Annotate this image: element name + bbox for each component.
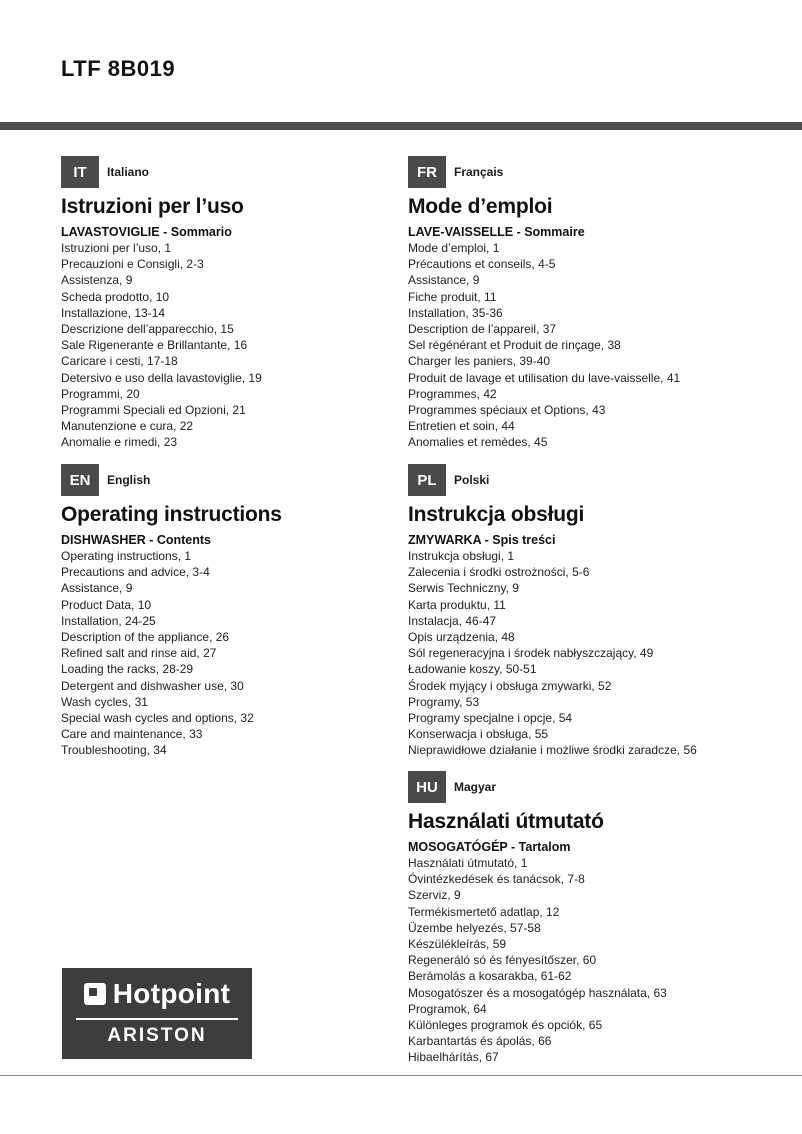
language-header — [61, 464, 431, 496]
language-code-badge: IT — [61, 156, 99, 188]
toc-item: Manutenzione e cura, 22 — [61, 419, 194, 434]
toc-item: Óvintézkedések és tanácsok, 7-8 — [408, 872, 585, 887]
toc-item: Nieprawidłowe działanie i możliwe środki zaradcze, 56 — [408, 743, 697, 758]
toc-item: Fiche produit, 11 — [408, 289, 497, 304]
toc-item: Caricare i cesti, 17-18 — [61, 354, 178, 369]
toc-item: Refined salt and rinse aid, 27 — [61, 646, 217, 661]
toc-item: Zalecenia i środki ostrożności, 5-6 — [408, 565, 590, 580]
toc-item: Opis urządzenia, 48 — [408, 630, 515, 645]
hotpoint-ariston-logo — [62, 968, 252, 1059]
section-subtitle: MOSOGATÓGÉP - Tartalom — [408, 840, 571, 854]
toc-item: Detergent and dishwasher use, 30 — [61, 678, 244, 693]
toc-item: Mode d’emploi, 1 — [408, 241, 500, 255]
toc-item: Hibaelhárítás, 67 — [408, 1050, 499, 1065]
table-of-contents — [408, 855, 788, 1066]
toc-item: Detersivo e uso della lavastoviglie, 19 — [61, 370, 262, 385]
toc-item: Karta produktu, 11 — [408, 597, 506, 612]
table-of-contents — [61, 240, 431, 451]
toc-item: Serwis Techniczny, 9 — [408, 581, 519, 596]
section-title: Mode d’emploi — [408, 195, 553, 218]
toc-item: Anomalies et remèdes, 45 — [408, 435, 548, 450]
table-of-contents — [408, 548, 788, 759]
toc-item: Description of the appliance, 26 — [61, 630, 230, 645]
footer-divider — [0, 1075, 802, 1076]
logo-square-icon — [84, 983, 106, 1005]
toc-item: Środek myjący i obsługa zmywarki, 52 — [408, 678, 612, 693]
toc-item: Care and maintenance, 33 — [61, 727, 203, 742]
toc-item: Programy, 53 — [408, 694, 480, 709]
section-title: Istruzioni per l’uso — [61, 195, 244, 218]
language-code-badge: PL — [408, 464, 446, 496]
section-english — [61, 464, 431, 759]
toc-item: Használati útmutató, 1 — [408, 856, 528, 870]
table-of-contents — [408, 240, 788, 451]
logo-sub-text: ARISTON — [107, 1025, 207, 1046]
language-header — [408, 771, 788, 803]
language-name: Français — [454, 165, 504, 179]
header-divider — [0, 122, 802, 130]
toc-item: Különleges programok és opciók, 65 — [408, 1018, 603, 1033]
toc-item: Programok, 64 — [408, 1001, 487, 1016]
toc-item: Ładowanie koszy, 50-51 — [408, 662, 537, 677]
toc-item: Sale Rigenerante e Brillantante, 16 — [61, 338, 248, 353]
toc-item: Szerviz, 9 — [408, 888, 461, 903]
section-title: Instrukcja obsługi — [408, 503, 585, 526]
toc-item: Troubleshooting, 34 — [61, 743, 167, 758]
toc-item: Programy specjalne i opcje, 54 — [408, 711, 573, 726]
section-subtitle: DISHWASHER - Contents — [61, 533, 211, 547]
toc-item: Berámolás a kosarakba, 61-62 — [408, 969, 572, 984]
language-name: Italiano — [107, 165, 150, 179]
toc-item: Programmi, 20 — [61, 386, 140, 401]
language-header — [61, 156, 431, 188]
toc-item: Installazione, 13-14 — [61, 305, 166, 320]
language-code-badge: EN — [61, 464, 99, 496]
section-hungarian — [408, 771, 788, 1066]
toc-item: Istruzioni per l’uso, 1 — [61, 241, 172, 255]
toc-item: Produit de lavage et utilisation du lave-vaisselle, 41 — [408, 370, 681, 385]
language-name: English — [107, 473, 151, 487]
toc-item: Precautions and advice, 3-4 — [61, 565, 210, 580]
toc-item: Mosogatószer és a mosogatógép használata, 63 — [408, 985, 667, 1000]
language-code-badge: HU — [408, 771, 446, 803]
toc-item: Sól regeneracyjna i środek nabłyszczający, 49 — [408, 646, 654, 661]
section-subtitle: LAVASTOVIGLIE - Sommario — [61, 225, 232, 239]
section-polish — [408, 464, 788, 759]
toc-item: Programmes spéciaux et Options, 43 — [408, 403, 606, 418]
toc-item: Instalacja, 46-47 — [408, 613, 497, 628]
toc-item: Installation, 35-36 — [408, 305, 503, 320]
toc-item: Scheda prodotto, 10 — [61, 289, 170, 304]
toc-item: Special wash cycles and options, 32 — [61, 711, 254, 726]
toc-item: Anomalie e rimedi, 23 — [61, 435, 178, 450]
toc-item: Wash cycles, 31 — [61, 694, 148, 709]
toc-item: Loading the racks, 28-29 — [61, 662, 194, 677]
section-subtitle: LAVE-VAISSELLE - Sommaire — [408, 225, 585, 239]
toc-item: Charger les paniers, 39-40 — [408, 354, 551, 369]
section-title: Operating instructions — [61, 503, 282, 526]
toc-item: Assistance, 9 — [408, 273, 480, 288]
toc-item: Assistance, 9 — [61, 581, 133, 596]
model-title: LTF 8B019 — [61, 56, 176, 81]
toc-item: Description de l’appareil, 37 — [408, 322, 557, 337]
toc-item: Product Data, 10 — [61, 597, 152, 612]
toc-item: Programmi Speciali ed Opzioni, 21 — [61, 403, 246, 418]
toc-item: Üzembe helyezés, 57-58 — [408, 920, 541, 935]
toc-item: Készülékleírás, 59 — [408, 937, 507, 952]
logo-brand-row — [62, 976, 252, 1012]
toc-item: Installation, 24-25 — [61, 613, 156, 628]
table-of-contents — [61, 548, 431, 759]
section-italian — [61, 156, 431, 451]
toc-item: Entretien et soin, 44 — [408, 419, 515, 434]
toc-item: Termékismertető adatlap, 12 — [408, 904, 560, 919]
toc-item: Descrizione dell’apparecchio, 15 — [61, 322, 234, 337]
toc-item: Konserwacja i obsługa, 55 — [408, 727, 549, 742]
section-french — [408, 156, 788, 451]
toc-item: Assistenza, 9 — [61, 273, 133, 288]
language-name: Magyar — [454, 780, 497, 794]
language-header — [408, 464, 788, 496]
section-title: Használati útmutató — [408, 810, 604, 833]
toc-item: Instrukcja obsługi, 1 — [408, 549, 515, 563]
toc-item: Karbantartás és ápolás, 66 — [408, 1034, 552, 1049]
logo-divider — [76, 1018, 238, 1020]
language-code-badge: FR — [408, 156, 446, 188]
toc-item: Précautions et conseils, 4-5 — [408, 257, 556, 272]
toc-item: Operating instructions, 1 — [61, 549, 192, 563]
language-name: Polski — [454, 473, 490, 487]
toc-item: Sel régénérant et Produit de rinçage, 38 — [408, 338, 621, 353]
toc-item: Programmes, 42 — [408, 386, 497, 401]
toc-item: Regeneráló só és fényesítőszer, 60 — [408, 953, 597, 968]
toc-item: Precauzioni e Consigli, 2-3 — [61, 257, 204, 272]
section-subtitle: ZMYWARKA - Spis treści — [408, 533, 556, 547]
logo-brand-text: Hotpoint — [112, 978, 231, 1009]
language-header — [408, 156, 788, 188]
